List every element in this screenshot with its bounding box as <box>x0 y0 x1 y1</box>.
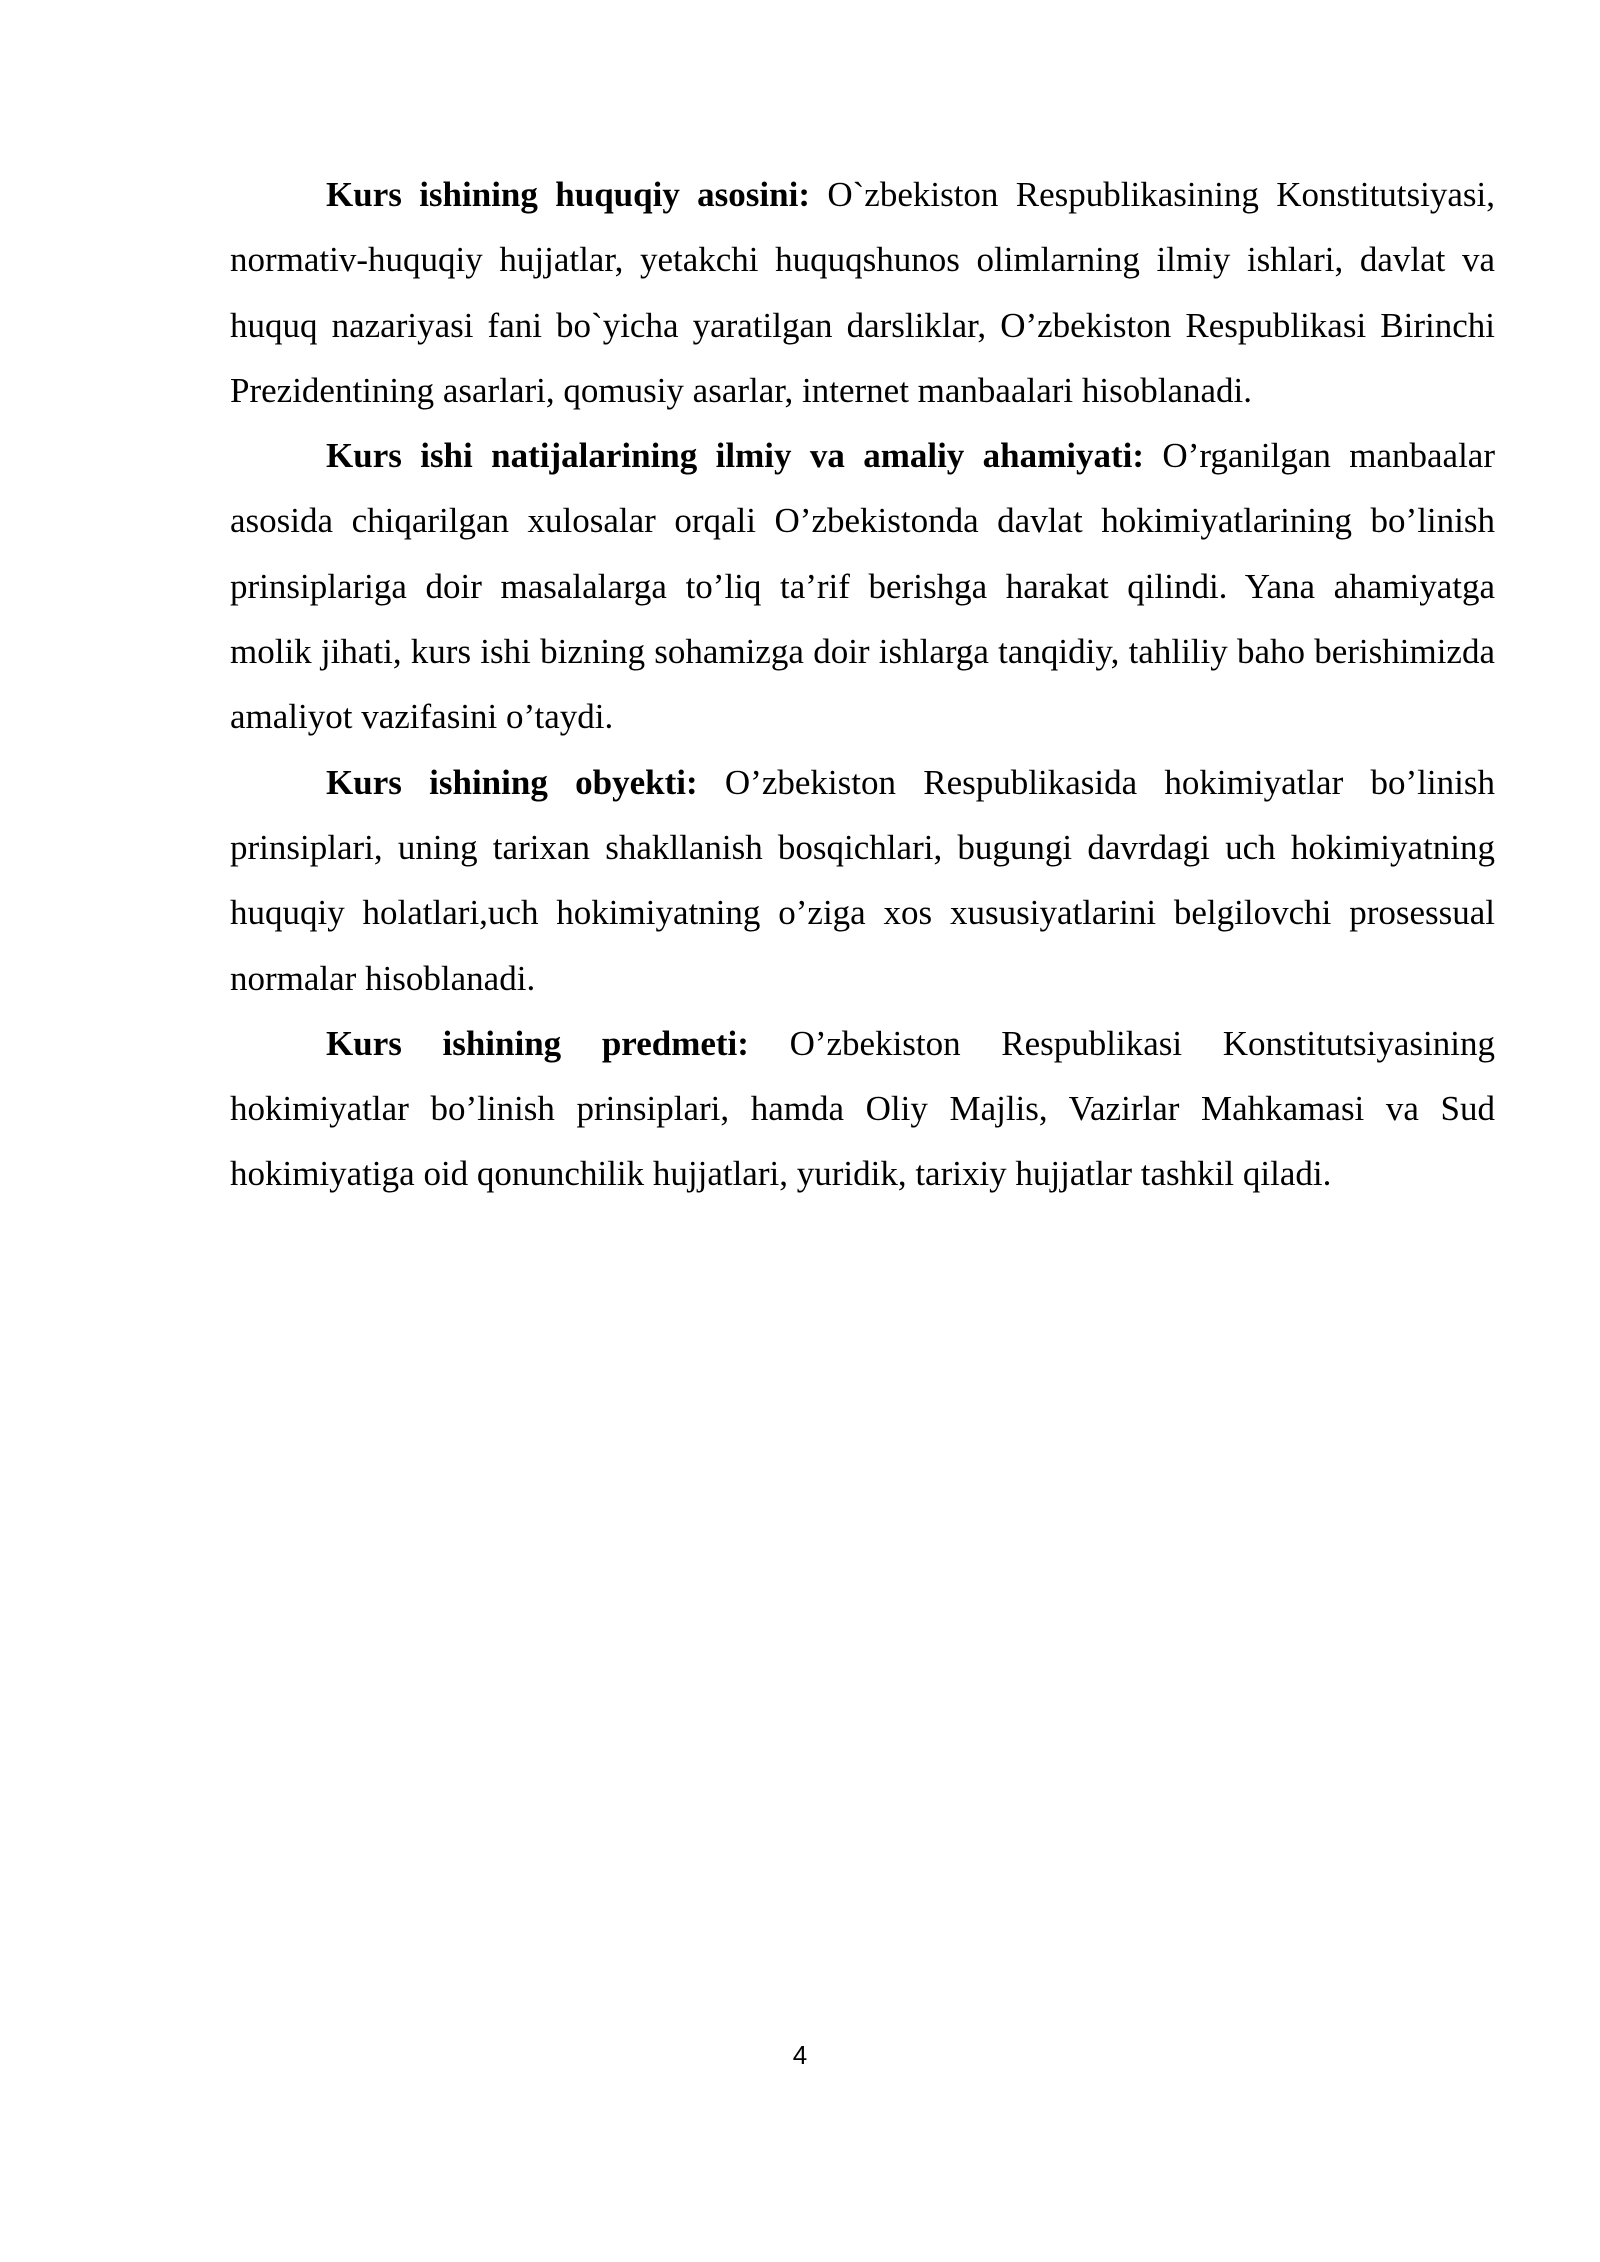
paragraph-body: O’zbekiston Respublikasi Konstitutsiyasining hokimiyatlar bo’linish prinsiplari, hamda Oliy Majlis, Vazirlar Mahkamasi va Sud hokimiyatiga oid qonunchilik hujjatlari, yuridik, tarixiy hujjatlar tashkil qiladi. <box>230 1023 1495 1194</box>
paragraph-body: O’zbekiston Respublikasida hokimiyatlar bo’linish prinsiplari, uning tarixan shakllanish bosqichlari, bugungi davrdagi uch hokimiyatning huquqiy holatlari,uch hokimiyatning o’ziga xos xususiyatlarini belgilovchi prosessual normalar hisoblanadi. <box>230 762 1495 998</box>
paragraph-body: O’rganilgan manbaalar asosida chiqarilgan xulosalar orqali O’zbekistonda davlat hokimiyatlarining bo’linish prinsiplariga doir masalalarga to’liq ta’rif berishga harakat qilindi. Yana ahamiyatga molik jihati, kurs ishi bizning sohamizga doir ishlarga tanqidiy, tahliliy baho berishimizda amaliyot vazifasini o’taydi. <box>230 436 1495 737</box>
paragraph-object <box>230 750 1495 1011</box>
paragraph-legal-basis <box>230 162 1495 423</box>
paragraph-heading: Kurs ishining huquqiy asosini: <box>326 175 810 214</box>
page-number: 4 <box>792 2040 808 2070</box>
paragraph-heading: Kurs ishining predmeti: <box>326 1023 749 1063</box>
paragraph-heading: Kurs ishi natijalarining ilmiy va amaliy ahamiyati: <box>326 436 1145 476</box>
paragraph-significance <box>230 423 1495 749</box>
paragraph-subject <box>230 1011 1495 1207</box>
body-text <box>230 162 1495 1207</box>
paragraph-body: O`zbekiston Respublikasining Konstitutsiyasi, normativ-huquqiy hujjatlar, yetakchi huquqshunos olimlarning ilmiy ishlari, davlat va huquq nazariyasi fani bo`yicha yaratilgan darsliklar, O’zbekiston Respublikasi Birinchi Prezidentining asarlari, qomusiy asarlar, internet manbaalari hisoblanadi. <box>230 175 1495 410</box>
paragraph-heading: Kurs ishining obyekti: <box>326 762 698 802</box>
